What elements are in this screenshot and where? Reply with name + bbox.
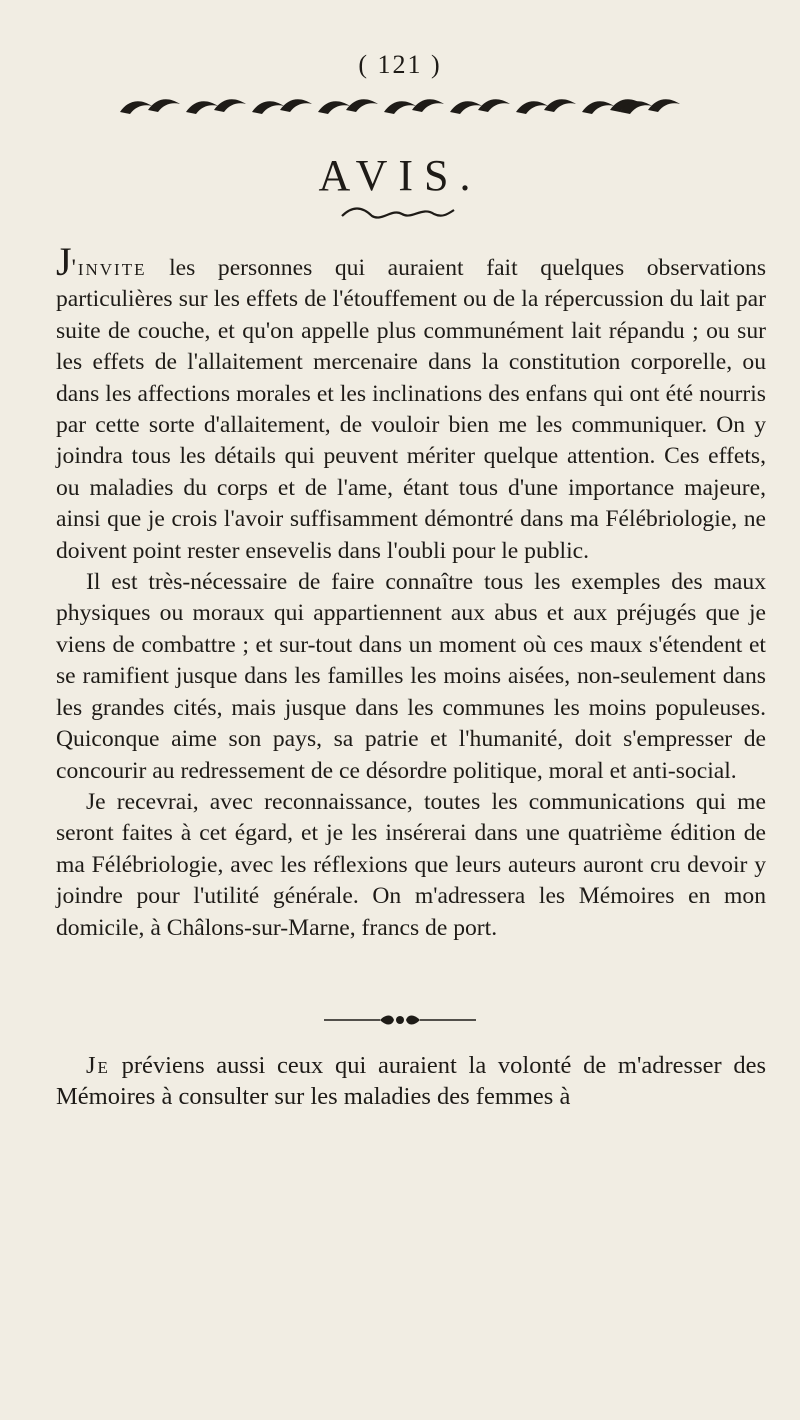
paragraph-1 (56, 239, 766, 567)
notice-body (56, 239, 766, 944)
paragraph-3: Je recevrai, avec reconnaissance, toutes les communications qui me seront faites à cet égard, et je les insérerai dans une quatrième édition de ma Félébriologie, avec les réflexions que leurs auteurs auront cru devoir y joindre pour l'utilité générale. On m'adressera les Mémoires en mon domicile, à Châlons-sur-Marne, francs de port. (56, 788, 766, 941)
lead-word: 'invite (71, 255, 147, 281)
section-divider-icon (320, 1012, 480, 1028)
drop-cap: J (56, 239, 72, 284)
flourish-icon (338, 204, 458, 224)
notice-paragraph (56, 1050, 766, 1112)
page-number: ( 121 ) (358, 50, 442, 79)
page-title: AVIS. (318, 151, 482, 200)
paragraph-text: les personnes qui auraient fait quelques observations particulières sur les effets de l'étouffement ou de la répercussion du lait par suite de couche, et qu'on appelle plus communément lait répandu ; ou sur les effets de l'allaitement mercenaire dans la constitution corporelle, ou dans les affections morales et les inclinations des enfans qui ont été nourris par cette sorte d'allaitement, de vouloir bien me les communiquer. On y joindra tous les détails qui peuvent mériter quelque attention. Ces effets, ou maladies du corps et de l'ame, étant tous d'une importance majeure, ainsi que je crois l'avoir suffisamment démontré dans ma Félébriologie, ne doivent point rester ensevelis dans l'oubli pour le public. (56, 255, 766, 564)
notice-text: préviens aussi ceux qui auraient la volonté de m'adresser des Mémoires à consulter sur les maladies des femmes à (56, 1052, 766, 1110)
second-notice (56, 1050, 766, 1112)
paragraph-2: Il est très-nécessaire de faire connaître tous les exemples des maux physiques ou moraux qui appartiennent aux abus et aux préjugés que je viens de combattre ; et sur-tout dans un moment où ces maux s'étendent et se ramifient jusque dans les familles les moins aisées, non-seulement dans les grandes cités, mais jusque dans les communes les moins populeuses. Quiconque aime son pays, sa patrie et l'humanité, doit s'empresser de concourir au redressement de ce désordre politique, moral et anti-social. (56, 569, 766, 784)
notice-lead-word: Je (86, 1052, 110, 1079)
ornament-border-icon (118, 92, 688, 122)
